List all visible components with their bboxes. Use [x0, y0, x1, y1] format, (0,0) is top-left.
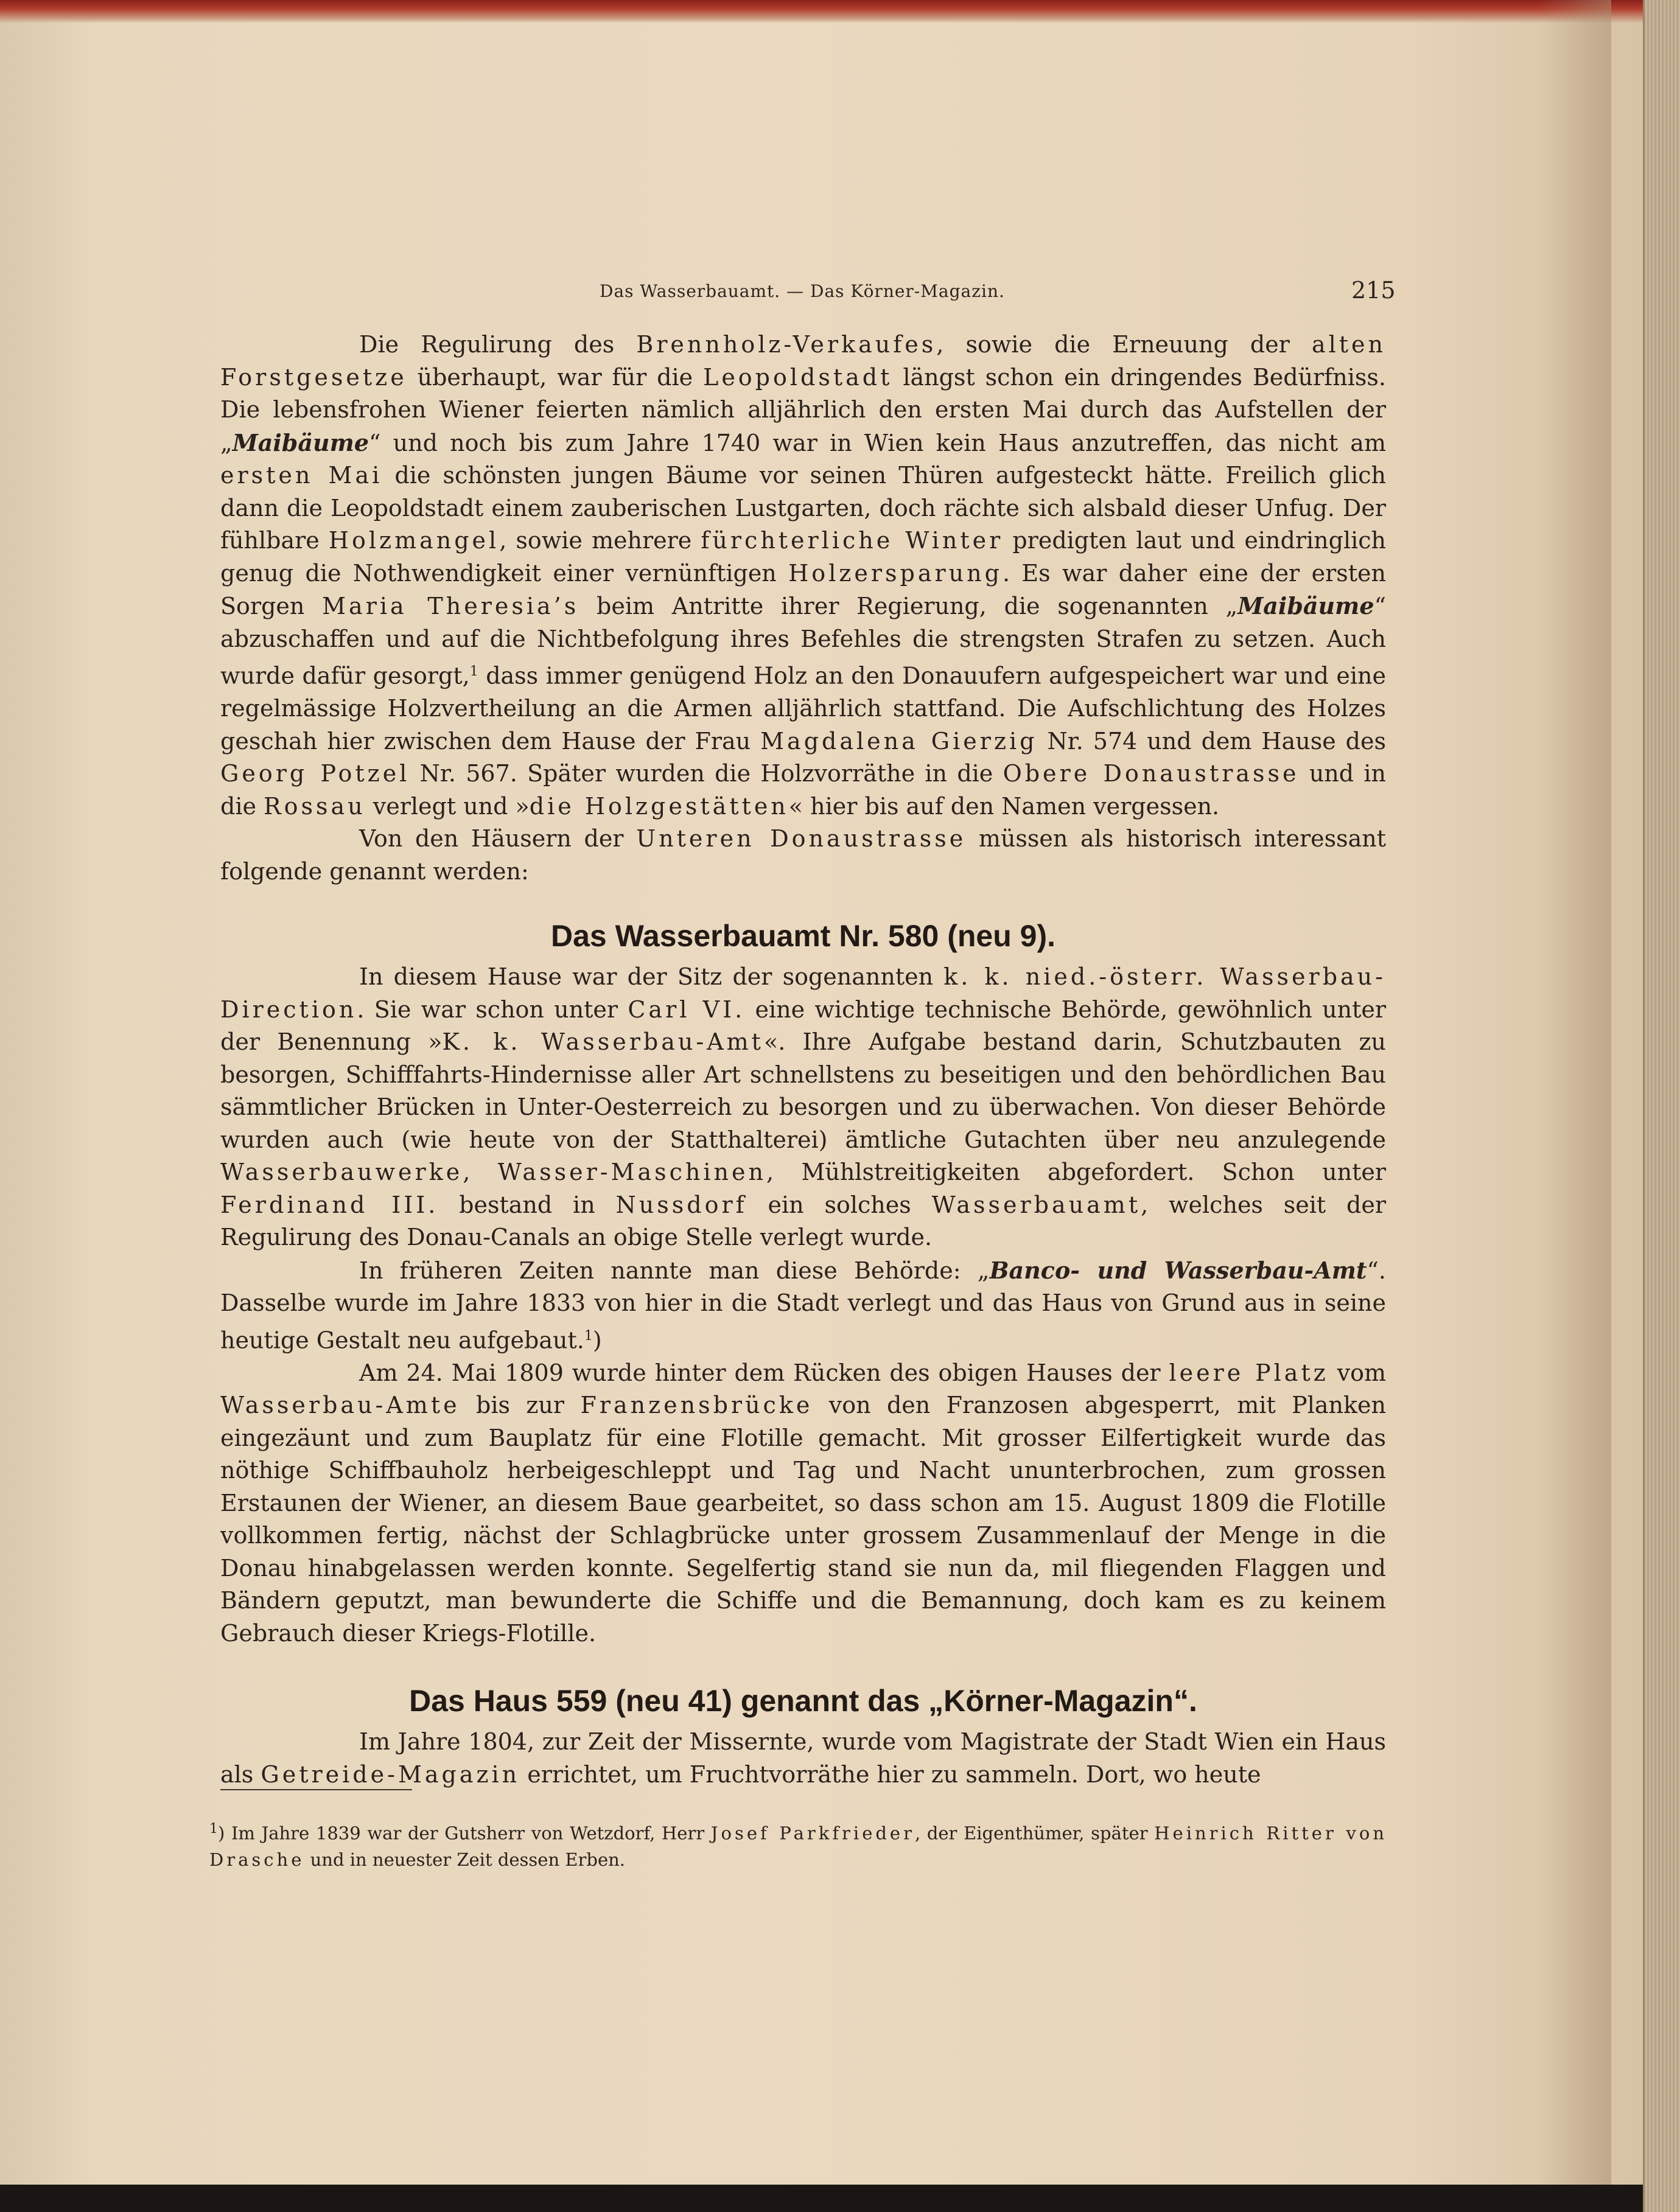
paragraph-wasserbauamt: In diesem Hause war der Sitz der sogenannten k. k. nied.-österr. Wasserbau-Direction. Sie war schon unter Carl VI. eine wichtige technische Behörde, gewöhnlich unter der Benennung »K. k. Wasserbau-Amt«. Ihre Aufgabe bestand darin, Schutzbauten zu besorgen, Schifffahrts-Hindernisse aller Art schnellstens zu beseitigen und den behördlichen Bau sämmtlicher Brücken in Unter-Oesterreich zu besorgen und zu überwachen. Von dieser Behörde wurden auch (wie heute von der Statthalterei) ämtliche Gutachten über neu anzulegende Wasserbauwerke, Wasser-Maschinen, Mühlstreitigkeiten abgefordert. Schon unter Ferdinand III. bestand in Nussdorf ein solches Wasserbauamt, welches seit der Regulirung des Donau-Canals an obige Stelle verlegt wurde. — [220, 963, 1387, 1251]
body-text — [220, 329, 1386, 1791]
paragraph-koerner-magazin: Im Jahre 1804, zur Zeit der Missernte, wurde vom Magistrate der Stadt Wien ein Haus als Getreide-Magazin errichtet, um Fruchtvorräthe hier zu sammeln. Dort, wo heute — [220, 1728, 1386, 1788]
page-edge-stack — [1643, 0, 1680, 2212]
page-number: 215 — [1351, 277, 1396, 304]
footnote: $^1$) Im Jahre 1839 war der Gutsherr von Wetzdorf, Herr Josef Parkfrieder, der Eigenthümer, später Heinrich Ritter von Drasche und in neuester Zeit dessen Erben. — [209, 1821, 1387, 1870]
footnote-rule — [220, 1789, 412, 1790]
heading-wasserbauamt: Das Wasserbauamt Nr. 580 (neu 9). — [550, 919, 1056, 954]
heading-koerner-magazin: Das Haus 559 (neu 41) genannt das „Körner-Magazin“. — [409, 1684, 1197, 1718]
paragraph-flotille: Am 24. Mai 1809 wurde hinter dem Rücken des obigen Hauses der leere Platz vom Wasserbau-Amte bis zur Franzensbrücke von den Franzosen abgesperrt, mit Planken eingezäunt und zum Bauplatz für eine Flotille gemacht. Mit grosser Eilfertigkeit wurde das nöthige Schiffbauholz herbeigeschleppt und Tag und Nacht ununterbrochen, zum grossen Erstaunen der Wiener, an diesem Baue gearbeitet, so dass schon am 15. August 1809 die Flotille vollkommen fertig, nächst der Schlagbrücke unter grossem Zusammenlauf der Menge in die Donau hinabgelassen werden konnte. Segelfertig stand sie nun da, mil fliegenden Flaggen und Bändern geputzt, man bewunderte die Schiffe und die Bemannung, doch kam es zu keinem Gebrauch dieser Kriegs-Flotille. — [220, 1359, 1386, 1647]
running-head: Das Wasserbauamt. — Das Körner-Magazin. — [600, 281, 1005, 301]
page-gutter-shadow — [1538, 0, 1611, 2185]
page-top-edge — [0, 0, 1647, 23]
paragraph-haeuser: Von den Häusern der Unteren Donaustrasse müssen als historisch interessant folgende genannt werden: — [220, 825, 1386, 885]
paragraph-holz: Die Regulirung des Brennholz-Verkaufes, sowie die Erneuung der alten Forstgesetze überhaupt, war für die Leopoldstadt längst schon ein dringendes Bedürfniss. Die lebensfrohen Wiener feierten nämlich alljährlich den ersten Mai durch das Aufstellen der „Maibäume“ und noch bis zum Jahre 1740 war in Wien kein Haus anzutreffen, das nicht am ersten Mai die schönsten jungen Bäume vor seinen Thüren aufgesteckt hätte. Freilich glich dann die Leopoldstadt einem zauberischen Lustgarten, doch rächte sich alsbald dieser Unfug. Der fühlbare Holzmangel, sowie mehrere fürchterliche Winter predigten laut und eindringlich genug die Nothwendigkeit einer vernünftigen Holzersparung. Es war daher eine der ersten Sorgen Maria Theresia’s beim Antritte ihrer Regierung, die sogenannten „Maibäume“ abzuschaffen und auf die Nichtbefolgung ihres Befehles die strengsten Strafen zu setzen. Auch wurde dafür gesorgt,$^1$ dass immer genügend Holz an den Donauufern aufgespeichert war und eine regelmässige Holzvertheilung an die Armen alljährlich stattfand. Die Aufschlichtung des Holzes geschah hier zwischen dem Hause der Frau Magdalena Gierzig Nr. 574 und dem Hause des Georg Potzel Nr. 567. Später wurden die Holzvorräthe in die Obere Donaustrasse und in die Rossau verlegt und »die Holzgestätten« hier bis auf den Namen vergessen. — [220, 331, 1387, 820]
paragraph-banco: In früheren Zeiten nannte man diese Behörde: „Banco- und Wasserbau-Amt“. Dasselbe wurde im Jahre 1833 von hier in die Stadt verlegt und das Haus von Grund aus in seine heutige Gestalt neu aufgebaut.$^1$) — [220, 1256, 1386, 1354]
